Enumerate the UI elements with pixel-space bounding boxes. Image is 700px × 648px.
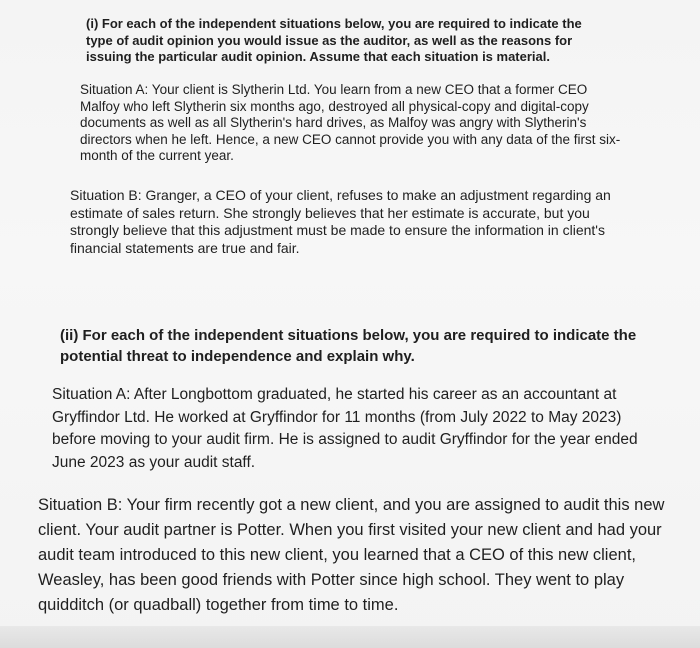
question-1-heading: (i) For each of the independent situations below, you are required to indicate the type of audit opinion you would issue as the auditor, as well as the reasons for issuing the particular audit opinion. Assume that each situation is material. <box>86 16 582 64</box>
question-2-heading: (ii) For each of the independent situations below, you are required to indicate the potential threat to independence and explain why. <box>60 327 637 365</box>
question-2-situation-a: Situation A: After Longbottom graduated, he started his career as an accountant at Gryffindor Ltd. He worked at Gryffindor for 11 months (from July 2022 to May 2023) before moving to your audit firm. He is assigned to audit Gryffindor for the year ended June 2023 as your audit staff. <box>52 386 638 471</box>
question-1-situation-a: Situation A: Your client is Slytherin Ltd. You learn from a new CEO that a former CEO Malfoy who left Slytherin six months ago, destroyed all physical-copy and digital-copy documents as well as all Slytherin's hard drives, as Malfoy was angry with Slytherin's directors when he left. Hence, a new CEO cannot provide you with any data of the first six-month of the current year. <box>80 82 621 163</box>
page-bottom-edge <box>0 626 700 648</box>
question-2-situation-b: Situation B: Your firm recently got a new client, and you are assigned to audit this new client. Your audit partner is Potter. When you first visited your new client and had your audit team introduced to this new client, you learned that a CEO of this new client, Weasley, has been good friends with Potter since high school. They went to play quidditch (or quadball) together from time to time. <box>38 496 665 614</box>
question-1-situation-b: Situation B: Granger, a CEO of your client, refuses to make an adjustment regarding an estimate of sales return. She strongly believes that her estimate is accurate, but you strongly believe that this adjustment must be made to ensure the information in client's financial statements are true and fair. <box>70 187 611 256</box>
